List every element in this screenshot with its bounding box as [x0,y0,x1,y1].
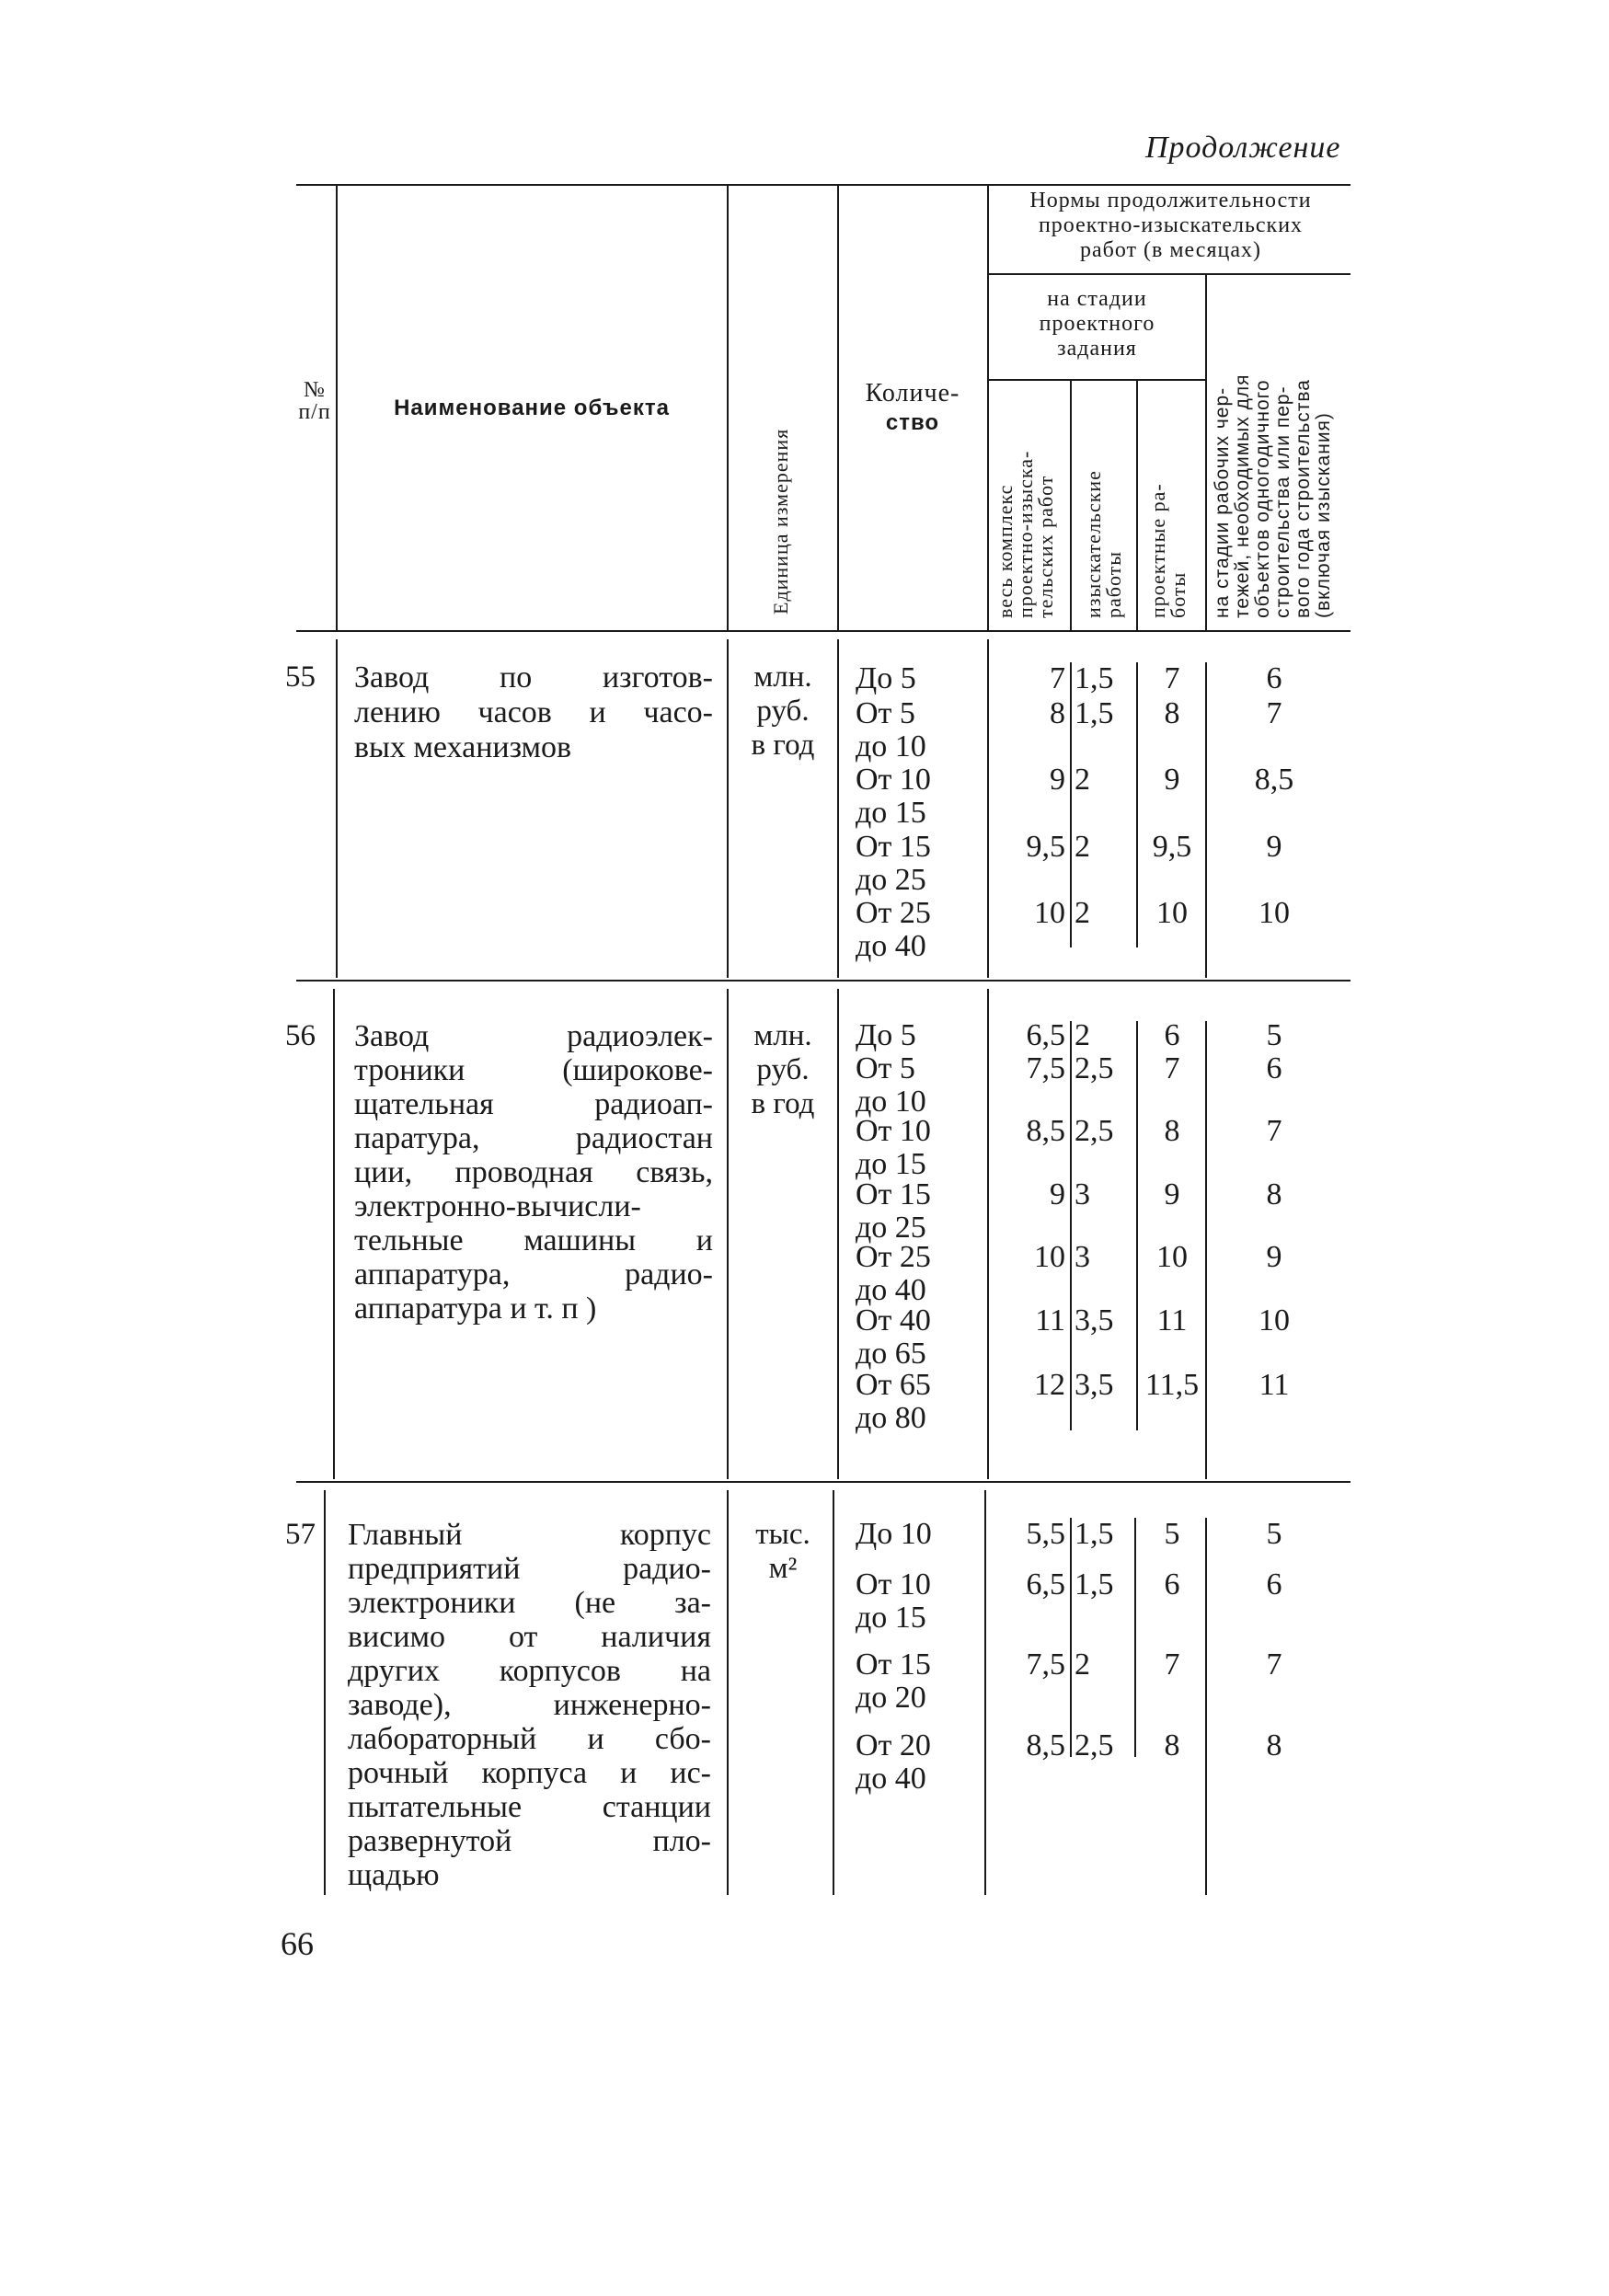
quantity-from: От 15 [856,830,931,864]
quantity-range [856,662,984,695]
value-survey: 2 [1075,1018,1090,1052]
object-name-line: заводе), инженерно- [348,1688,711,1722]
value-survey: 3,5 [1075,1303,1114,1337]
header-quantity: Количе- ство [865,379,960,435]
value-complex: 6,5 [1026,1018,1065,1052]
quantity-to: до 15 [856,1147,926,1181]
unit-line: млн. [753,1019,812,1052]
object-name-line: Завод радиоэлек- [354,1019,713,1053]
row-number: 56 [285,1019,316,1052]
quantity-from: От 40 [856,1303,931,1337]
object-name-line: электронно-вычисли- [354,1189,641,1223]
value-design: 8 [1164,1114,1180,1148]
quantity-range [856,1369,984,1435]
value-survey: 1,5 [1075,696,1114,730]
object-name-line: тельные машины и [354,1223,713,1257]
object-name-line: развернутой пло- [348,1824,711,1858]
value-design: 8 [1164,696,1180,730]
quantity-range [856,1729,984,1796]
value-survey: 2 [1075,830,1090,864]
value-design: 11 [1156,1303,1188,1337]
header-stage-rule [987,379,1205,381]
unit-of-measure [731,1019,834,1121]
unit-line: руб. [756,695,810,728]
value-design: 7 [1164,1647,1180,1682]
value-design: 9 [1164,763,1180,797]
object-name [354,1019,713,1326]
quantity-from: От 15 [856,1647,931,1682]
value-survey: 2 [1075,1647,1090,1682]
object-name-line: паратура, радиостан [354,1121,713,1155]
object-name-line: лабораторный и сбо- [348,1722,711,1756]
value-working: 5 [1266,1517,1282,1551]
quantity-to: до 15 [856,1601,926,1635]
object-name-line: Главный корпус [348,1518,711,1552]
value-working: 7 [1266,1647,1282,1682]
value-complex: 7,5 [1026,1647,1065,1682]
object-name-line: электроники (не за- [348,1586,711,1620]
value-working: 6 [1266,1051,1282,1085]
row-number: 57 [285,1518,316,1551]
object-name-line: щательная радиоап- [354,1087,713,1121]
value-design: 10 [1156,896,1188,930]
object-name [354,660,713,765]
object-name-line: предприятий радио- [348,1552,711,1586]
object-name-line: аппаратура, радио- [354,1257,713,1292]
header-unit: Единица измерения [769,428,792,614]
quantity-from: До 10 [856,1517,932,1551]
object-name-line: пытательные станции [348,1790,711,1824]
value-complex: 6,5 [1026,1567,1065,1601]
quantity-to: до 40 [856,929,926,963]
value-complex: 10 [1034,896,1065,930]
value-survey: 1,5 [1075,1567,1114,1601]
header-complex: весь комплекс проектно-изыска- тельских работ [994,450,1057,618]
value-working: 7 [1266,696,1282,730]
object-name-line: лению часов и часо- [354,695,713,729]
object-name-line: других корпусов на [348,1654,711,1688]
value-working: 8,5 [1254,763,1294,797]
row-number: 55 [285,660,316,694]
header-survey: изыскательские работы [1082,470,1125,618]
object-name-line: рочный корпуса и ис- [348,1756,711,1790]
object-name-line: аппаратура и т. п ) [354,1292,597,1326]
object-name-line: щадью [348,1858,440,1892]
quantity-range [856,1115,984,1181]
quantity-to: до 40 [856,1762,926,1796]
quantity-range [856,831,984,897]
quantity-to: до 40 [856,1273,926,1307]
quantity-from: От 10 [856,763,931,797]
quantity-range [856,1518,984,1551]
unit-line: в год [751,729,815,762]
value-complex: 9,5 [1026,830,1065,864]
quantity-to: до 10 [856,729,926,763]
value-working: 10 [1258,1303,1290,1337]
value-working: 7 [1266,1114,1282,1148]
value-survey: 2,5 [1075,1051,1114,1085]
value-complex: 8,5 [1026,1728,1065,1762]
quantity-from: От 10 [856,1114,931,1148]
value-design: 6 [1164,1567,1180,1601]
unit-of-measure [731,660,834,763]
value-working: 6 [1266,1567,1282,1601]
value-working: 8 [1266,1177,1282,1211]
value-working: 5 [1266,1018,1282,1052]
quantity-to: до 80 [856,1401,926,1435]
object-name-line: вых механизмов [354,730,572,764]
continuation-label: Продолжение [1145,131,1341,165]
quantity-from: До 5 [856,1018,916,1052]
quantity-from: До 5 [856,661,916,695]
table-top-rule [296,184,1350,186]
value-survey: 3 [1075,1177,1090,1211]
quantity-range [856,1019,984,1052]
quantity-from: От 25 [856,1240,931,1274]
value-complex: 7 [1050,661,1065,695]
value-complex: 12 [1034,1368,1065,1402]
unit-line: руб. [756,1053,810,1086]
value-complex: 7,5 [1026,1051,1065,1085]
unit-line: м² [768,1552,798,1585]
value-survey: 2 [1075,896,1090,930]
header-stage-design: на стадии проектного задания [1039,287,1155,361]
quantity-to: до 25 [856,1211,926,1245]
value-complex: 11 [1035,1303,1065,1337]
quantity-range [856,1568,984,1635]
value-complex: 9 [1050,1177,1065,1211]
quantity-from: От 20 [856,1728,931,1762]
value-design: 7 [1164,1051,1180,1085]
object-name-line: троники (широкове- [354,1053,713,1087]
quantity-to: до 25 [856,863,926,897]
value-complex: 8 [1050,696,1065,730]
unit-line: тыс. [755,1518,810,1551]
quantity-range [856,1178,984,1245]
header-working: на стадии рабочих чер- тежей, необходимых для объектов одногодичного строительства или пер- вого года строительства (включая изыскания) [1212,373,1334,618]
quantity-from: От 15 [856,1177,931,1211]
value-working: 10 [1258,896,1290,930]
value-working: 6 [1266,661,1282,695]
header-norms: Нормы продолжительности проектно-изыскательских работ (в месяцах) [1029,189,1312,262]
quantity-range [856,763,984,830]
quantity-from: От 10 [856,1567,931,1601]
quantity-to: до 10 [856,1085,926,1119]
object-name-line: висимо от наличия [348,1620,711,1654]
quantity-range [856,1052,984,1119]
value-survey: 3,5 [1075,1368,1114,1402]
quantity-to: до 15 [856,796,926,830]
quantity-from: От 25 [856,896,931,930]
quantity-range [856,897,984,963]
value-working: 11 [1258,1368,1290,1402]
value-survey: 1,5 [1075,1517,1114,1551]
unit-line: млн. [753,660,812,694]
row-56-bottom-rule [296,1481,1350,1483]
quantity-range [856,1304,984,1371]
quantity-range [856,1241,984,1307]
value-survey: 1,5 [1075,661,1114,695]
unit-of-measure [731,1518,834,1586]
quantity-to: до 20 [856,1681,926,1715]
row-55-bottom-rule [296,980,1350,982]
value-survey: 3 [1075,1240,1090,1274]
quantity-range [856,697,984,763]
quantity-to: до 65 [856,1337,926,1371]
value-design: 6 [1164,1018,1180,1052]
object-name [348,1518,711,1892]
header-design: проектные ра- боты [1146,483,1190,618]
quantity-range [856,1648,984,1715]
value-working: 8 [1266,1728,1282,1762]
value-design: 11,5 [1144,1368,1200,1402]
value-design: 8 [1164,1728,1180,1762]
object-name-line: Завод по изготов- [354,660,713,695]
header-num: № п/п [298,378,331,424]
quantity-from: От 65 [856,1368,931,1402]
value-design: 9,5 [1152,830,1192,864]
value-working: 9 [1266,1240,1282,1274]
value-complex: 9 [1050,763,1065,797]
header-bottom-rule [296,630,1350,632]
header-object-name: Наименование объекта [394,396,670,420]
quantity-from: От 5 [856,1051,915,1085]
value-design: 10 [1156,1240,1188,1274]
value-design: 5 [1164,1517,1180,1551]
value-survey: 2,5 [1075,1114,1114,1148]
value-complex: 8,5 [1026,1114,1065,1148]
object-name-line: ции, проводная связь, [354,1155,713,1189]
value-working: 9 [1266,830,1282,864]
unit-line: в год [751,1087,815,1120]
value-survey: 2,5 [1075,1728,1114,1762]
value-design: 9 [1164,1177,1180,1211]
page-number: 66 [281,1925,314,1962]
value-complex: 5,5 [1026,1517,1065,1551]
quantity-from: От 5 [856,696,915,730]
header-norms-rule [987,273,1350,275]
value-design: 7 [1164,661,1180,695]
value-survey: 2 [1075,763,1090,797]
value-complex: 10 [1034,1240,1065,1274]
